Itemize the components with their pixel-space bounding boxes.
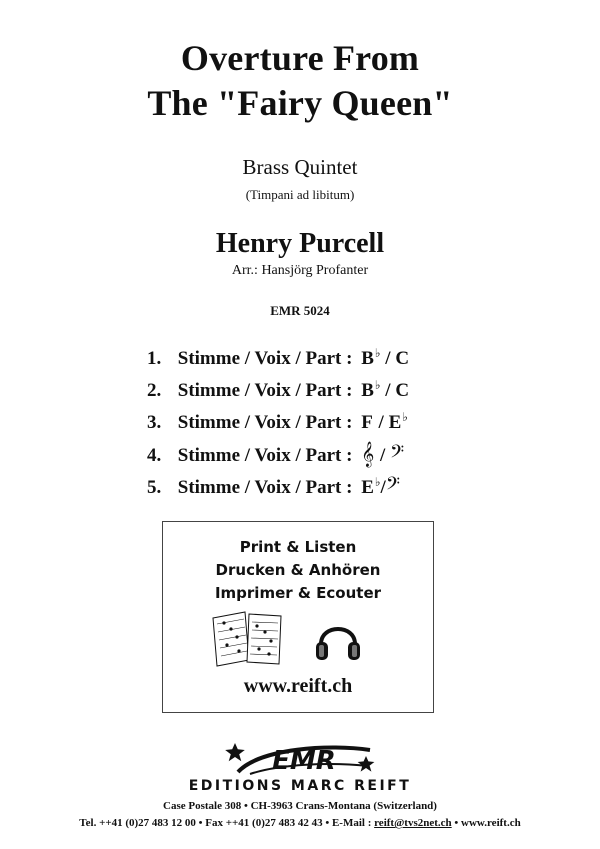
- part-label: Stimme / Voix / Part :: [177, 445, 353, 466]
- flat-sign-icon: ♭: [402, 410, 408, 424]
- part-label: Stimme / Voix / Part :: [177, 412, 353, 433]
- part-instrument-key: E♭/𝄢: [361, 474, 400, 499]
- flat-sign-icon: ♭: [374, 378, 381, 392]
- publisher-contact: [0, 817, 600, 829]
- treble-clef-icon: 𝄞: [361, 442, 375, 467]
- title-line-2: The "Fairy Queen": [147, 83, 453, 123]
- promo-website[interactable]: www.reift.ch: [243, 675, 353, 697]
- part-instrument-key: F / E♭: [361, 410, 408, 433]
- bass-clef-icon: 𝄢: [389, 442, 405, 467]
- part-label: Stimme / Voix / Part :: [177, 348, 353, 369]
- part-label: Stimme / Voix / Part :: [177, 477, 353, 498]
- part-number: 2.: [147, 380, 162, 401]
- sheet-music-icon: [209, 610, 289, 668]
- part-item: [147, 346, 410, 374]
- promo-line-print-listen: Print & Listen: [239, 538, 357, 556]
- contact-phone-fax: Tel. ++41 (0)27 483 12 00 • Fax ++41 (0)27 483 42 43 • E-Mail :: [79, 817, 375, 829]
- promo-line-imprimer: Imprimer & Ecouter: [214, 584, 382, 602]
- part-item: [147, 442, 405, 470]
- part-number: 3.: [147, 412, 162, 433]
- flat-sign-icon: ♭: [374, 475, 381, 489]
- arranger-credit: Arr.: Hansjörg Profanter: [231, 263, 369, 278]
- part-instrument-key: B♭ / C: [361, 378, 410, 401]
- part-number: 4.: [147, 445, 162, 466]
- composer-name: Henry Purcell: [215, 228, 385, 259]
- publisher-name: EDITIONS MARC REIFT: [188, 778, 412, 794]
- subtitle-note: (Timpani ad libitum): [245, 187, 355, 202]
- headphones-icon: [313, 614, 363, 664]
- part-item: [147, 378, 410, 406]
- subtitle: Brass Quintet: [242, 155, 358, 179]
- part-instrument-key: 𝄞 / 𝄢: [361, 442, 405, 467]
- title-line-1: Overture From: [180, 38, 420, 78]
- part-number: 5.: [147, 477, 162, 498]
- print-listen-box: [162, 521, 434, 713]
- contact-website[interactable]: • www.reift.ch: [451, 817, 521, 829]
- part-instrument-key: B♭ / C: [361, 346, 410, 369]
- contact-email-link[interactable]: reift@tvs2net.ch: [374, 817, 452, 829]
- part-label: Stimme / Voix / Part :: [177, 380, 353, 401]
- logo-text: EMR: [272, 746, 336, 776]
- bass-clef-icon: 𝄢: [385, 474, 400, 499]
- part-number: 1.: [147, 348, 162, 369]
- catalog-number: EMR 5024: [270, 303, 330, 318]
- promo-line-drucken: Drucken & Anhören: [215, 561, 381, 579]
- emr-logo: [220, 736, 380, 780]
- part-item: [147, 410, 408, 438]
- publisher-address: Case Postale 308 • CH-3963 Crans-Montana (Switzerland): [163, 800, 437, 812]
- flat-sign-icon: ♭: [374, 346, 381, 360]
- part-item: [147, 474, 401, 502]
